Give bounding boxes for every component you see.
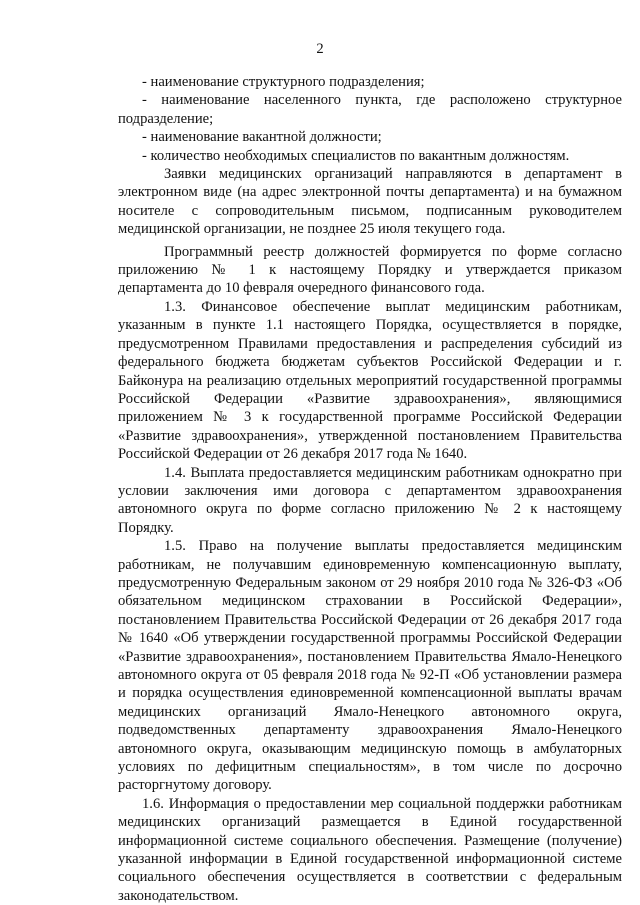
paragraph-1-6: 1.6. Информация о предоставлении мер социальной поддержки работникам медицинских организаций размещается в Единой государственной информационной системе социального обеспечения. Размещение (получение) указанной информации в Единой государственной информационной системе социального обеспечения осуществляется в соответствии с федеральным законодательством. xyxy=(118,795,622,904)
list-item-settlement-name: - наименование населенного пункта, где расположено структурное подразделение; xyxy=(118,92,622,127)
list-item-specialists-count: - количество необходимых специалистов по вакантным должностям. xyxy=(142,147,570,164)
paragraph-applications: Заявки медицинских организаций направляются в департамент в электронном виде (на адрес электронной почты департамента) и на бумажном носителе с сопроводительным письмом, подписанным руководителем медицинской организации, не позднее 25 июля текущего года. xyxy=(118,166,622,238)
document-body xyxy=(118,73,622,905)
paragraph-registry: Программный реестр должностей формируется по форме согласно приложению № 1 к настоящему Порядку и утверждается приказом департамента до 10 февраля очередного финансового года. xyxy=(118,243,622,297)
page-number: 2 xyxy=(316,41,324,57)
list-item-division-name: - наименование структурного подразделения; xyxy=(142,74,425,90)
list-item-vacant-position: - наименование вакантной должности; xyxy=(142,129,382,146)
paragraph-1-3: 1.3. Финансовое обеспечение выплат медицинским работникам, указанным в пункте 1.1 настоящего Порядка, осуществляется в порядке, предусмотренном Правилами предоставления и распределения субсидий из федерального бюджета бюджетам субъектов Российской Федерации и г. Байконура на реализацию отдельных мероприятий государственной программы Российской Федерации «Развитие здравоохранения», являющимися приложением № 3 к государственной программе Российской Федерации «Развитие здравоохранения», утвержденной постановлением Правительства Российской Федерации от 26 декабря 2017 года № 1640. xyxy=(118,298,622,463)
paragraph-1-5: 1.5. Право на получение выплаты предоставляется медицинским работникам, не получавшим единовременную компенсационную выплату, предусмотренную Федеральным законом от 29 ноября 2010 года № 326-ФЗ «Об обязательном медицинском страховании в Российской Федерации», постановлением Правительства Российской Федерации от 26 декабря 2017 года № 1640 «Об утверждении государственной программы Российской Федерации «Развитие здравоохранения», постановлением Правительства Ямало-Ненецкого автономного округа от 05 февраля 2018 года № 92-П «Об установлении размера и порядка осуществления единовременной компенсационной выплаты врачам медицинских организаций Ямало-Ненецкого автономного округа, подведомственных департаменту здравоохранения Ямало-Ненецкого автономного округа, оказывающим медицинскую помощь в амбулаторных условиях по дефицитным специальностям», в том числе по досрочно расторгнутому договору. xyxy=(118,538,622,794)
paragraph-1-4: 1.4. Выплата предоставляется медицинским работникам однократно при условии заключения ими договора с департаментом здравоохранения автономного округа по форме согласно приложению № 2 к настоящему Порядку. xyxy=(118,464,622,536)
